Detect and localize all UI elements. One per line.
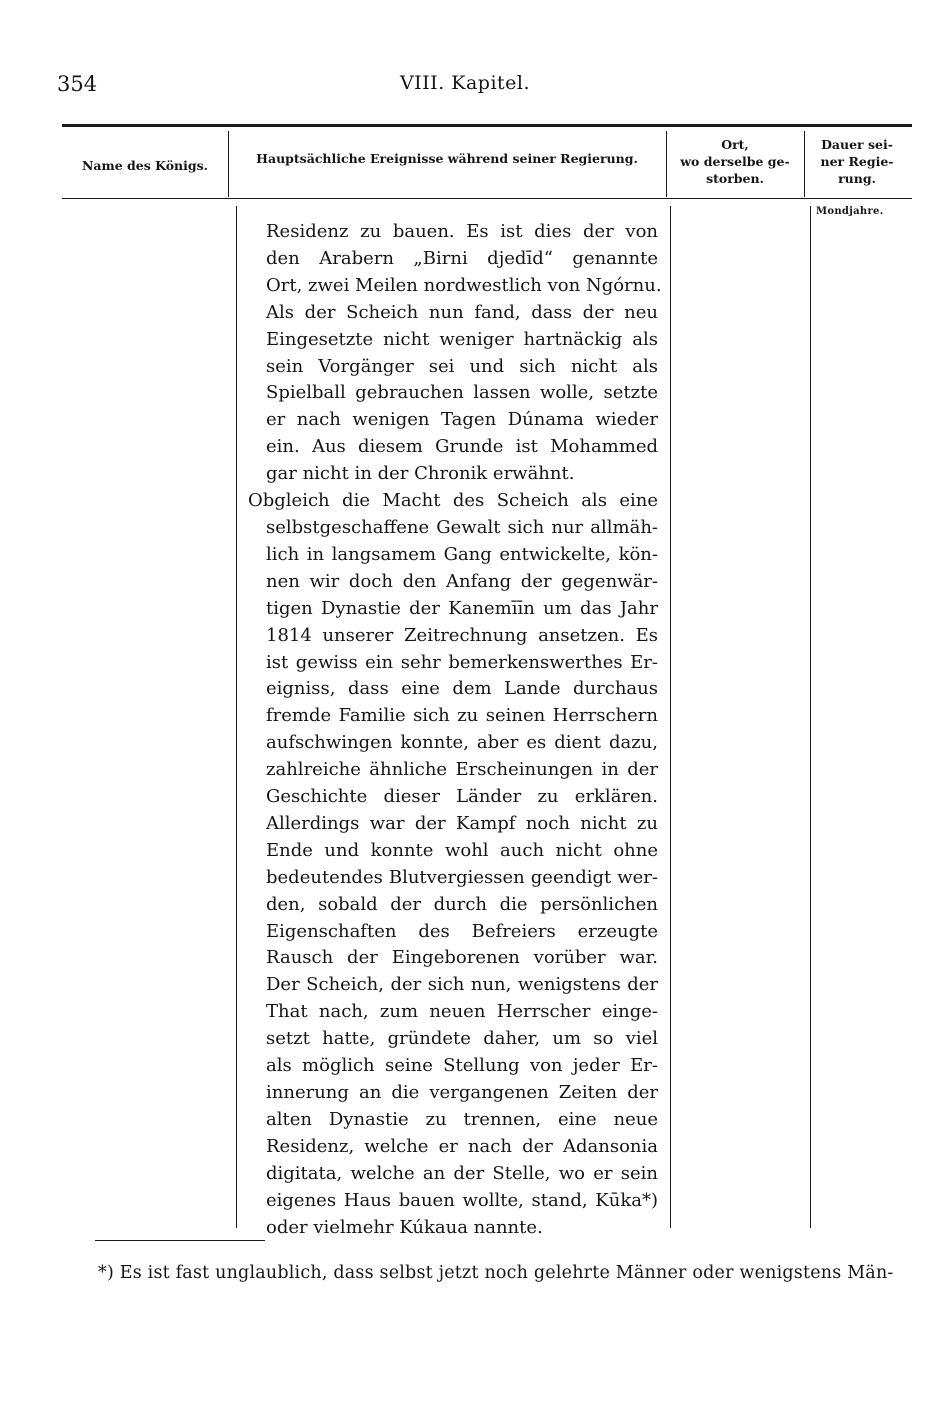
text-line: digitata, welche an der Stelle, wo er sein (266, 1162, 658, 1184)
unit-label-mondjahre: Mondjahre. (816, 206, 884, 217)
text-line: eigniss, dass eine dem Lande durchaus (266, 678, 658, 700)
text-line: lich in langsamem Gang entwickelte, kön- (266, 543, 658, 565)
header-ort-line: wo derselbe ge- (680, 154, 790, 169)
text-line: innerung an die vergangenen Zeiten der (266, 1082, 658, 1103)
footnote: *) Es ist fast unglaublich, dass selbst jetzt noch gelehrte Männer oder wenigstens Män- (98, 1263, 894, 1283)
text-line: er nach wenigen Tagen Dúnama wieder (266, 409, 658, 431)
text-line: Residenz, welche er nach der Adansonia (266, 1135, 658, 1157)
text-line: Geschichte dieser Länder zu erklären. (266, 786, 658, 808)
header-dauer (804, 136, 910, 187)
text-line: zahlreiche ähnliche Erscheinungen in der (266, 759, 658, 781)
text-line: Ende und konnte wohl auch nicht ohne (266, 839, 658, 861)
events-text (248, 219, 662, 1241)
text-line: Der Scheich, der sich nun, wenigstens der (266, 974, 658, 996)
page-number: 354 (57, 72, 98, 96)
body-column-divider (670, 206, 671, 1228)
text-line: eigenes Haus bauen wollte, stand, Kūka*) (266, 1189, 658, 1211)
header-ort-line: storben. (706, 171, 764, 186)
text-line: Als der Scheich nun fand, dass der neu (266, 301, 658, 323)
text-line: Obgleich die Macht des Scheich als eine (248, 490, 658, 512)
text-line: selbstgeschaffene Gewalt sich nur allmäh- (266, 516, 658, 538)
top-rule (62, 124, 912, 127)
text-line: den Arabern „Birni djedīd“ genannte (266, 247, 658, 269)
header-column-divider (804, 131, 805, 197)
text-line: als möglich seine Stellung von jeder Er- (266, 1055, 658, 1077)
header-bottom-rule (62, 198, 912, 199)
text-line: ist gewiss ein sehr bemerkenswerthes Er- (266, 651, 658, 673)
text-line: Ort, zwei Meilen nordwestlich von Ngórnu. (266, 274, 662, 296)
text-line: fremde Familie sich zu seinen Herrschern (266, 705, 658, 727)
text-line: Eigenschaften des Befreiers erzeugte (266, 920, 658, 942)
text-line: setzt hatte, gründete daher, um so viel (266, 1028, 658, 1050)
text-line: Eingesetzte nicht weniger hartnäckig als (266, 328, 658, 350)
body-column-divider (810, 206, 811, 1228)
text-line: ein. Aus diesem Grunde ist Mohammed (266, 436, 658, 458)
header-name-king: Name des Königs. (81, 158, 209, 173)
text-line: That nach, zum neuen Herrscher einge- (266, 1001, 658, 1023)
header-ort (666, 136, 804, 187)
header-events: Hauptsächliche Ereignisse während seiner Regierung. (256, 151, 638, 166)
text-line: sein Vorgänger sei und sich nicht als (266, 355, 658, 377)
text-line: nen wir doch den Anfang der gegenwär- (266, 570, 658, 592)
text-line: aufschwingen konnte, aber es dient dazu, (266, 732, 658, 754)
header-ort-line: Ort, (721, 137, 749, 152)
text-line: 1814 unserer Zeitrechnung ansetzen. Es (266, 624, 658, 646)
footnote-rule (95, 1240, 265, 1241)
text-line: Residenz zu bauen. Es ist dies der von (266, 221, 658, 242)
text-line: den, sobald der durch die persönlichen (266, 893, 658, 915)
text-line: tigen Dynastie der Kanemīīn um das Jahr (266, 597, 658, 619)
header-column-divider (666, 131, 667, 197)
body-column-divider (236, 206, 237, 1228)
text-line: oder vielmehr Kúkaua nannte. (266, 1216, 543, 1238)
header-column-divider (228, 131, 229, 197)
text-line: Allerdings war der Kampf noch nicht zu (266, 812, 658, 834)
text-line: gar nicht in der Chronik erwähnt. (266, 463, 575, 485)
text-line: bedeutendes Blutvergiessen geendigt wer- (266, 866, 658, 888)
text-line: Rausch der Eingeborenen vorüber war. (266, 947, 658, 969)
chapter-title: VIII. Kapitel. (399, 72, 531, 94)
text-line: Spielball gebrauchen lassen wolle, setzte (266, 382, 658, 404)
header-dauer-line: Dauer sei- (821, 137, 893, 152)
header-dauer-line: rung. (838, 171, 876, 186)
text-line: alten Dynastie zu trennen, eine neue (266, 1108, 658, 1130)
header-dauer-line: ner Regie- (820, 154, 894, 169)
